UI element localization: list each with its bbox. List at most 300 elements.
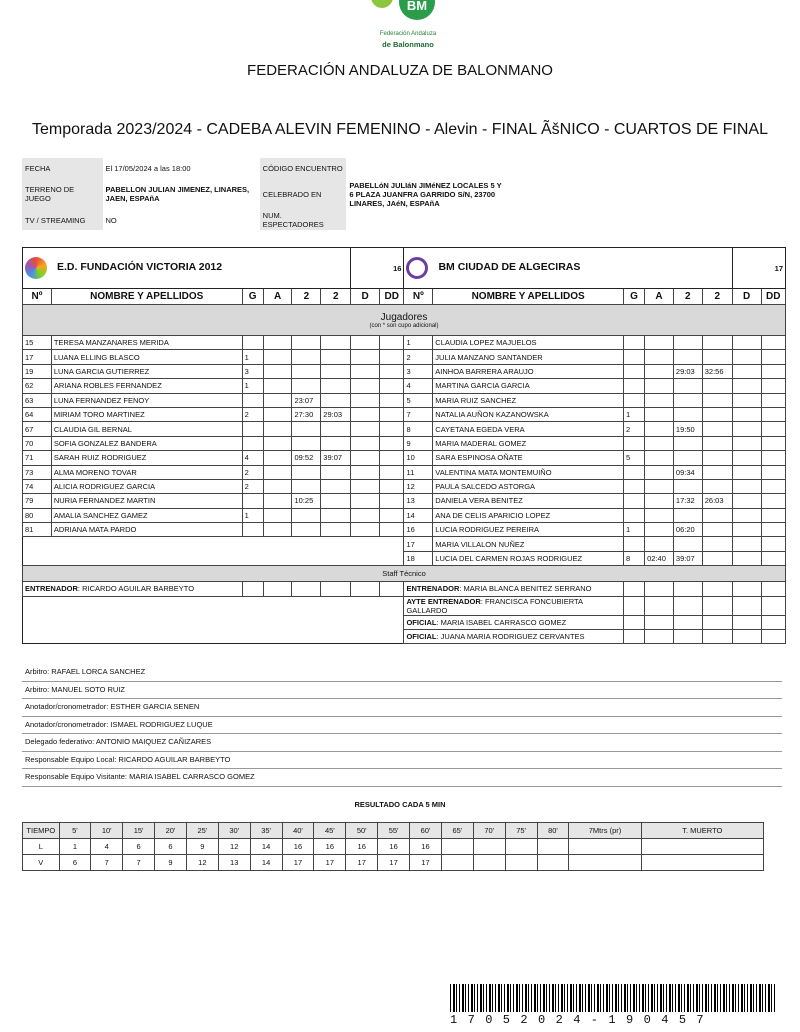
away-player-name: SARA ESPINOSA OÑATE [433, 451, 624, 465]
col-dd: DD [380, 289, 404, 305]
results-cell [473, 839, 505, 855]
logo-text-line2: de Balonmano [382, 40, 434, 49]
home-player-number: 67 [23, 422, 52, 436]
espectadores-value [346, 210, 508, 230]
results-header-cell: 10' [91, 823, 123, 839]
player-row [23, 436, 786, 450]
home-coach-name: : RICARDO AGUILAR BARBEYTO [77, 584, 195, 594]
col-d: D [732, 289, 761, 305]
home-player-dd [380, 465, 404, 479]
col-2min-1: 2 [292, 289, 321, 305]
home-player-2min-1 [292, 465, 321, 479]
home-player-yellow [263, 494, 292, 508]
player-row [23, 422, 786, 436]
players-section-note: (con * son cupo adicional) [369, 322, 439, 329]
col-name: NOMBRE Y APELLIDOS [433, 289, 624, 305]
home-team-name: E.D. FUNDACIÓN VICTORIA 2012 [57, 260, 223, 273]
away-player-yellow [645, 350, 674, 364]
home-player-number: 17 [23, 350, 52, 364]
away-player-name: PAULA SALCEDO ASTORGA [433, 479, 624, 493]
away-player-number: 13 [404, 494, 433, 508]
espectadores-label: NUM. ESPECTADORES [260, 210, 347, 230]
home-player-dd [380, 407, 404, 421]
home-player-goals [242, 336, 263, 350]
away-player-2min-2 [702, 436, 732, 450]
home-player-2min-2 [321, 508, 351, 522]
home-player-red [351, 479, 380, 493]
away-player-2min-1 [673, 479, 702, 493]
away-player-dd [761, 551, 785, 565]
results-cell [641, 855, 763, 871]
results-cell: 13 [218, 855, 250, 871]
away-player-goals: 8 [624, 551, 645, 565]
logo-bm-mark: BM [399, 0, 435, 20]
player-row [23, 494, 786, 508]
away-player-2min-1 [673, 407, 702, 421]
home-player-yellow [263, 364, 292, 378]
official-away-responsible: Responsable Equipo Visitante: MARIA ISABEL CARRASCO GOMEZ [22, 769, 782, 787]
away-player-name: MARIA RUIZ SANCHEZ [433, 393, 624, 407]
away-player-number: 18 [404, 551, 433, 565]
away-player-2min-1: 39:07 [673, 551, 702, 565]
home-player-dd [380, 364, 404, 378]
away-oficial2-name: : JUANA MARIA RODRIGUEZ CERVANTES [436, 632, 585, 642]
home-player-yellow [263, 436, 292, 450]
home-player-2min-2 [321, 494, 351, 508]
away-player-number: 4 [404, 379, 433, 393]
away-player-2min-1 [673, 537, 702, 551]
home-player-yellow [263, 422, 292, 436]
away-player-goals [624, 336, 645, 350]
away-coach-name: : MARIA BLANCA BENITEZ SERRANO [459, 584, 592, 594]
col-g: G [624, 289, 645, 305]
results-header-cell: 30' [218, 823, 250, 839]
away-player-goals: 2 [624, 422, 645, 436]
results-cell [569, 839, 641, 855]
codigo-value [346, 158, 508, 178]
home-player-goals: 2 [242, 479, 263, 493]
player-row [23, 465, 786, 479]
home-player-2min-2 [321, 523, 351, 537]
col-2min-1: 2 [673, 289, 702, 305]
away-player-2min-1: 09:34 [673, 465, 702, 479]
col-2min-2: 2 [702, 289, 732, 305]
away-player-goals [624, 379, 645, 393]
away-player-name: MARIA MADERAL GOMEZ [433, 436, 624, 450]
away-player-yellow [645, 422, 674, 436]
official-referee-2: Arbitro: MANUEL SOTO RUIZ [22, 682, 782, 700]
results-cell: 1 [59, 839, 91, 855]
home-player-yellow [263, 523, 292, 537]
home-player-name: TERESA MANZANARES MERIDA [51, 336, 242, 350]
away-player-2min-2 [702, 407, 732, 421]
home-player-2min-2 [321, 422, 351, 436]
player-row [23, 364, 786, 378]
results-header-cell: 35' [250, 823, 282, 839]
home-player-number: 15 [23, 336, 52, 350]
season-title: Temporada 2023/2024 - CADEBA ALEVIN FEMENINO - Alevin - FINAL ÃšNICO - CUARTOS DE FINAL [32, 121, 768, 138]
home-player-red [351, 422, 380, 436]
home-player-red [351, 379, 380, 393]
away-player-2min-1 [673, 393, 702, 407]
away-player-2min-1 [673, 379, 702, 393]
player-row [23, 350, 786, 364]
away-player-2min-2: 26:03 [702, 494, 732, 508]
player-row [23, 537, 786, 551]
home-player-yellow [263, 508, 292, 522]
home-player-2min-1: 09:52 [292, 451, 321, 465]
results-cell [537, 839, 569, 855]
home-player-2min-2 [321, 379, 351, 393]
home-player-number: 63 [23, 393, 52, 407]
away-player-2min-1 [673, 508, 702, 522]
results-header-cell: TIEMPO [23, 823, 60, 839]
terreno-label: TERRENO DE JUEGO [22, 178, 103, 210]
col-a: A [263, 289, 292, 305]
home-player-red [351, 451, 380, 465]
results-title: RESULTADO CADA 5 MIN [354, 800, 446, 809]
home-score: 16 [351, 248, 404, 289]
results-cell: 17 [282, 855, 314, 871]
results-header-cell: 25' [186, 823, 218, 839]
away-player-2min-2 [702, 422, 732, 436]
home-player-2min-2 [321, 336, 351, 350]
results-cell: 14 [250, 855, 282, 871]
away-player-number: 14 [404, 508, 433, 522]
away-player-number: 17 [404, 537, 433, 551]
celebrado-label: CELEBRADO EN [260, 178, 347, 210]
home-player-red [351, 436, 380, 450]
away-player-name: VALENTINA MATA MONTEMUIÑO [433, 465, 624, 479]
results-header-cell: 7Mtrs (pr) [569, 823, 641, 839]
results-cell: 4 [91, 839, 123, 855]
results-cell: 16 [410, 839, 442, 855]
away-ayte-label: AYTE ENTRENADOR [406, 596, 481, 606]
away-player-2min-2 [702, 508, 732, 522]
home-player-number: 79 [23, 494, 52, 508]
home-player-number: 71 [23, 451, 52, 465]
home-player-dd [380, 436, 404, 450]
results-cell [537, 855, 569, 871]
results-header-cell: 45' [314, 823, 346, 839]
home-player-goals: 1 [242, 508, 263, 522]
away-player-2min-2 [702, 350, 732, 364]
official-home-responsible: Responsable Equipo Local: RICARDO AGUILAR BARBEYTO [22, 752, 782, 770]
away-player-number: 9 [404, 436, 433, 450]
away-player-red [732, 537, 761, 551]
home-player-2min-2: 39:07 [321, 451, 351, 465]
away-player-2min-2 [702, 551, 732, 565]
results-header-cell: 5' [59, 823, 91, 839]
results-cell: 6 [59, 855, 91, 871]
home-player-2min-1 [292, 422, 321, 436]
home-player-name: LUANA ELLING BLASCO [51, 350, 242, 364]
player-row [23, 336, 786, 350]
match-info-table [22, 158, 508, 230]
away-player-2min-2 [702, 479, 732, 493]
home-player-dd [380, 494, 404, 508]
away-player-2min-1 [673, 350, 702, 364]
away-player-yellow [645, 451, 674, 465]
away-player-2min-2 [702, 379, 732, 393]
away-player-dd [761, 523, 785, 537]
away-player-name: JULIA MANZANO SANTANDER [433, 350, 624, 364]
home-player-2min-2 [321, 350, 351, 364]
home-player-goals: 2 [242, 407, 263, 421]
official-referee-1: Arbitro: RAFAEL LORCA SANCHEZ [22, 664, 782, 682]
home-player-2min-1 [292, 479, 321, 493]
away-player-number: 5 [404, 393, 433, 407]
results-header-cell: 70' [473, 823, 505, 839]
home-player-name: CLAUDIA GIL BERNAL [51, 422, 242, 436]
results-cell [441, 839, 473, 855]
home-player-red [351, 393, 380, 407]
away-player-red [732, 451, 761, 465]
away-player-number: 12 [404, 479, 433, 493]
away-player-number: 1 [404, 336, 433, 350]
away-player-dd [761, 407, 785, 421]
col-name: NOMBRE Y APELLIDOS [51, 289, 242, 305]
home-player-goals [242, 436, 263, 450]
tv-label: TV / STREAMING [22, 210, 103, 230]
away-player-number: 3 [404, 364, 433, 378]
home-player-goals: 1 [242, 379, 263, 393]
away-player-name: LUCIA RODRIGUEZ PEREIRA [433, 523, 624, 537]
home-player-number: 64 [23, 407, 52, 421]
home-player-name: NURIA FERNANDEZ MARTIN [51, 494, 242, 508]
results-header-cell: 55' [378, 823, 410, 839]
home-player-dd [380, 379, 404, 393]
away-assistant-coach [404, 596, 624, 615]
home-player-number: 62 [23, 379, 52, 393]
col-dd: DD [761, 289, 785, 305]
away-player-yellow [645, 336, 674, 350]
away-player-name: MARTINA GARCIA GARCIA [433, 379, 624, 393]
home-player-number: 81 [23, 523, 52, 537]
home-player-2min-2 [321, 364, 351, 378]
barcode-number: 17052024-190457 [450, 1013, 715, 1027]
away-player-goals [624, 436, 645, 450]
away-player-red [732, 465, 761, 479]
results-cell: V [23, 855, 60, 871]
home-player-dd [380, 523, 404, 537]
home-player-goals: 2 [242, 465, 263, 479]
away-player-goals [624, 364, 645, 378]
home-player-goals [242, 494, 263, 508]
away-player-dd [761, 537, 785, 551]
home-player-name: AMALIA SANCHEZ GAMEZ [51, 508, 242, 522]
away-player-yellow [645, 379, 674, 393]
away-player-name: LUCIA DEL CARMEN ROJAS RODRIGUEZ [433, 551, 624, 565]
results-header-cell: 65' [441, 823, 473, 839]
home-player-name: ARIANA ROBLES FERNANDEZ [51, 379, 242, 393]
home-player-dd [380, 336, 404, 350]
away-player-2min-1: 29:03 [673, 364, 702, 378]
home-player-yellow [263, 393, 292, 407]
away-player-number: 16 [404, 523, 433, 537]
home-player-2min-1: 27:30 [292, 407, 321, 421]
away-player-red [732, 350, 761, 364]
home-player-goals [242, 393, 263, 407]
away-player-number: 2 [404, 350, 433, 364]
player-row [23, 551, 786, 565]
results-cell: 16 [314, 839, 346, 855]
away-player-goals [624, 494, 645, 508]
results-cell: 17 [410, 855, 442, 871]
results-cell: 17 [314, 855, 346, 871]
away-player-red [732, 436, 761, 450]
official-delegate: Delegado federativo: ANTONIO MAIQUEZ CAÑIZARES [22, 734, 782, 752]
away-player-2min-2 [702, 523, 732, 537]
home-player-2min-1 [292, 379, 321, 393]
away-player-yellow [645, 364, 674, 378]
home-coach-label: ENTRENADOR [25, 584, 78, 594]
away-player-goals [624, 479, 645, 493]
home-player-goals: 3 [242, 364, 263, 378]
teams-table [22, 247, 786, 644]
home-player-2min-2 [321, 436, 351, 450]
home-player-dd [380, 393, 404, 407]
away-player-yellow [645, 465, 674, 479]
away-player-name: DANIELA VERA BENITEZ [433, 494, 624, 508]
col-g: G [242, 289, 263, 305]
away-player-2min-1: 06:20 [673, 523, 702, 537]
codigo-label: CÓDIGO ENCUENTRO [260, 158, 347, 178]
away-player-red [732, 551, 761, 565]
away-player-goals [624, 508, 645, 522]
away-player-number: 10 [404, 451, 433, 465]
home-player-yellow [263, 407, 292, 421]
results-cell: 7 [123, 855, 155, 871]
results-cell: 16 [282, 839, 314, 855]
players-section-title: Jugadores [380, 311, 428, 323]
away-player-red [732, 364, 761, 378]
away-player-dd [761, 465, 785, 479]
home-player-red [351, 494, 380, 508]
results-cell [441, 855, 473, 871]
match-officials-list [22, 664, 782, 787]
away-player-2min-1: 17:32 [673, 494, 702, 508]
away-player-2min-2 [702, 393, 732, 407]
away-player-name: CLAUDIA LOPEZ MAJUELOS [433, 336, 624, 350]
home-player-goals: 1 [242, 350, 263, 364]
results-cell: 6 [123, 839, 155, 855]
results-cell [505, 839, 537, 855]
away-player-goals: 1 [624, 407, 645, 421]
away-player-2min-2 [702, 537, 732, 551]
home-player-red [351, 508, 380, 522]
player-row [23, 451, 786, 465]
home-player-goals [242, 422, 263, 436]
home-player-2min-1: 23:07 [292, 393, 321, 407]
away-player-number: 7 [404, 407, 433, 421]
home-player-dd [380, 422, 404, 436]
terreno-value: PABELLON JULIAN JIMENEZ, LINARES, JAEN, ESPAñA [105, 185, 250, 203]
results-header-cell: 75' [505, 823, 537, 839]
away-player-dd [761, 436, 785, 450]
player-row [23, 508, 786, 522]
away-official-2 [404, 630, 624, 644]
home-player-number: 19 [23, 364, 52, 378]
away-player-dd [761, 508, 785, 522]
home-player-name: ADRIANA MATA PARDO [51, 523, 242, 537]
away-player-number: 11 [404, 465, 433, 479]
away-team-crest-icon [406, 257, 428, 279]
home-player-2min-1: 10:25 [292, 494, 321, 508]
away-player-red [732, 508, 761, 522]
home-player-2min-1 [292, 523, 321, 537]
away-player-yellow [645, 537, 674, 551]
results-cell [505, 855, 537, 871]
home-player-red [351, 364, 380, 378]
col-2min-2: 2 [321, 289, 351, 305]
away-player-red [732, 523, 761, 537]
home-player-yellow [263, 350, 292, 364]
results-cell: 6 [155, 839, 187, 855]
results-header-cell: T. MUERTO [641, 823, 763, 839]
results-cell [569, 855, 641, 871]
away-oficial2-label: OFICIAL [406, 632, 437, 642]
logo-text-line1: Federación Andaluza [379, 31, 437, 37]
away-player-name: ANA DE CELIS APARICIO LOPEZ [433, 508, 624, 522]
home-player-2min-2 [321, 465, 351, 479]
away-coach [404, 582, 624, 596]
away-player-red [732, 393, 761, 407]
away-player-dd [761, 494, 785, 508]
home-player-yellow [263, 379, 292, 393]
col-a: A [645, 289, 674, 305]
player-rows [23, 336, 786, 566]
home-player-name: LUNA FERNANDEZ FENOY [51, 393, 242, 407]
away-player-red [732, 494, 761, 508]
home-player-2min-1 [292, 350, 321, 364]
results-header-cell: 15' [123, 823, 155, 839]
logo-leaf-icon [371, 0, 393, 8]
barcode [450, 984, 776, 1012]
home-player-number: 80 [23, 508, 52, 522]
results-table [22, 822, 764, 871]
home-player-yellow [263, 336, 292, 350]
official-scorer-2: Anotador/cronometrador: ISMAEL RODRIGUEZ LUQUE [22, 717, 782, 735]
results-cell: L [23, 839, 60, 855]
home-player-2min-1 [292, 336, 321, 350]
home-player-2min-1 [292, 508, 321, 522]
away-player-yellow [645, 508, 674, 522]
results-row [23, 855, 764, 871]
results-header-cell: 60' [410, 823, 442, 839]
fecha-value: El 17/05/2024 a las 18:00 [105, 163, 191, 173]
results-cell: 16 [378, 839, 410, 855]
results-row [23, 839, 764, 855]
home-player-2min-2: 29:03 [321, 407, 351, 421]
away-player-dd [761, 350, 785, 364]
home-player-name: ALMA MORENO TOVAR [51, 465, 242, 479]
away-player-goals: 5 [624, 451, 645, 465]
results-header-cell: 20' [155, 823, 187, 839]
home-player-yellow [263, 465, 292, 479]
player-row [23, 379, 786, 393]
away-player-dd [761, 336, 785, 350]
results-header-cell: 40' [282, 823, 314, 839]
home-player-red [351, 465, 380, 479]
away-coach-label: ENTRENADOR [406, 584, 460, 594]
results-header-cell: 50' [346, 823, 378, 839]
results-cell: 12 [218, 839, 250, 855]
home-player-red [351, 336, 380, 350]
celebrado-value: PABELLóN JULIáN JIMéNEZ LOCALES 5 Y 6 PLAZA JUANFRA GARRIDO S/N, 23700 LINARES, JAéN, ESPAñA [349, 180, 502, 208]
players-section-header [23, 305, 786, 336]
away-player-2min-2 [702, 336, 732, 350]
